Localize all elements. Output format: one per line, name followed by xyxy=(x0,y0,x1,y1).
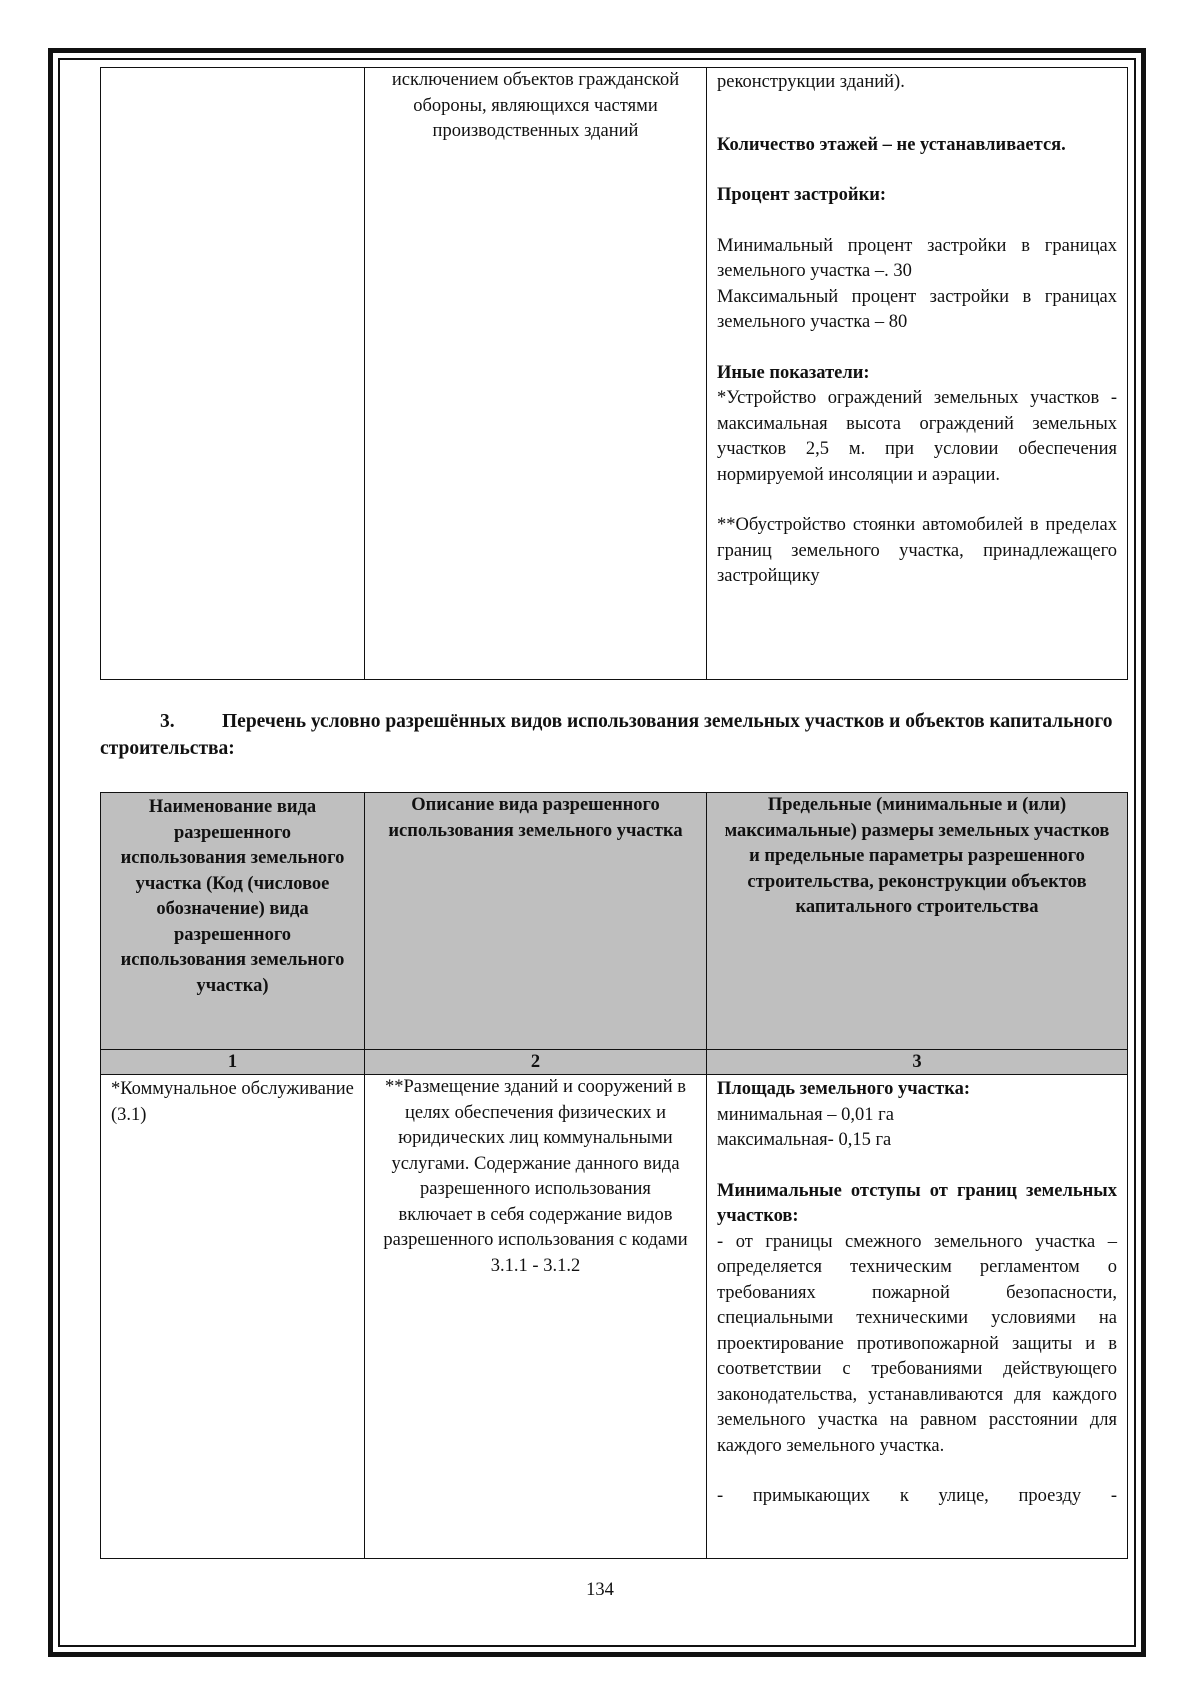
percent-heading: Процент застройки: xyxy=(717,185,887,205)
column-number-2: 2 xyxy=(365,1050,707,1075)
reconstruction-text: реконструкции зданий). xyxy=(717,72,905,92)
setback-text: - от границы смежного земельного участка – определяется техническим регламентом о требованиях пожарной безопасности, специальными техническими условиями на проектирование противопожарной защиты и в соответствии с требованиями действующего законодательства, устанавливаются для каждого земельного участка на равном расстоянии для каждого земельного участка. xyxy=(717,1231,1117,1456)
percent-max: Максимальный процент застройки в границах земельного участка – 80 xyxy=(717,286,1117,332)
use-parameters-cell xyxy=(707,1075,1128,1559)
table1-cell-col3 xyxy=(707,68,1128,680)
use-description-cell: **Размещение зданий и сооружений в целях обеспечения физических и юридических лиц коммунальными услугами. Содержание данного вида разрешенного использования включает в себя содержание видов разрешенного использования с кодами 3.1.1 - 3.1.2 xyxy=(365,1075,707,1559)
fence-text: *Устройство ограждений земельных участков - максимальная высота ограждений земельных участков 2,5 м. при условии обеспечения нормируемой инсоляции и аэрации. xyxy=(717,388,1117,485)
section-title: Перечень условно разрешённых видов использования земельных участков и объектов капитального строительства: xyxy=(100,711,1113,759)
column-number-3: 3 xyxy=(707,1050,1128,1075)
other-indicators-heading: Иные показатели: xyxy=(717,362,870,383)
header-col3: Предельные (минимальные и (или) максимальные) размеры земельных участков и предельные параметры разрешенного строительства, реконструкции объектов капитального строительства xyxy=(707,793,1128,1050)
table-permitted-uses-continuation xyxy=(100,67,1128,680)
setback-heading: Минимальные отступы от границ земельных участков: xyxy=(717,1180,1117,1226)
section-number: 3. xyxy=(160,711,175,732)
area-min: минимальная – 0,01 га xyxy=(717,1104,894,1125)
use-name-cell: *Коммунальное обслуживание (3.1) xyxy=(101,1075,365,1559)
table1-cell-col1 xyxy=(101,68,365,680)
area-max: максимальная- 0,15 га xyxy=(717,1130,892,1150)
header-col2: Описание вида разрешенного использования земельного участка xyxy=(365,793,707,1050)
column-number-1: 1 xyxy=(101,1050,365,1075)
table-conditional-uses xyxy=(100,792,1128,1559)
page-number: 134 xyxy=(586,1580,614,1600)
parking-text: **Обустройство стоянки автомобилей в пределах границ земельного участка, принадлежащего застройщику xyxy=(717,515,1117,586)
table1-cell-col2: исключением объектов гражданской обороны, являющихся частями производственных зданий xyxy=(365,68,707,680)
percent-min: Минимальный процент застройки в границах земельного участка –. 30 xyxy=(717,235,1117,281)
header-col1: Наименование вида разрешенного использования земельного участка (Код (числовое обозначение) вида разрешенного использования земельного участка) xyxy=(101,793,365,1050)
section-heading xyxy=(100,708,1127,762)
floors-label: Количество этажей – не устанавливается. xyxy=(717,134,1066,155)
street-text: - примыкающих к улице, проезду - xyxy=(717,1486,1117,1506)
document-content xyxy=(100,67,1127,1559)
area-heading: Площадь земельного участка: xyxy=(717,1079,971,1099)
